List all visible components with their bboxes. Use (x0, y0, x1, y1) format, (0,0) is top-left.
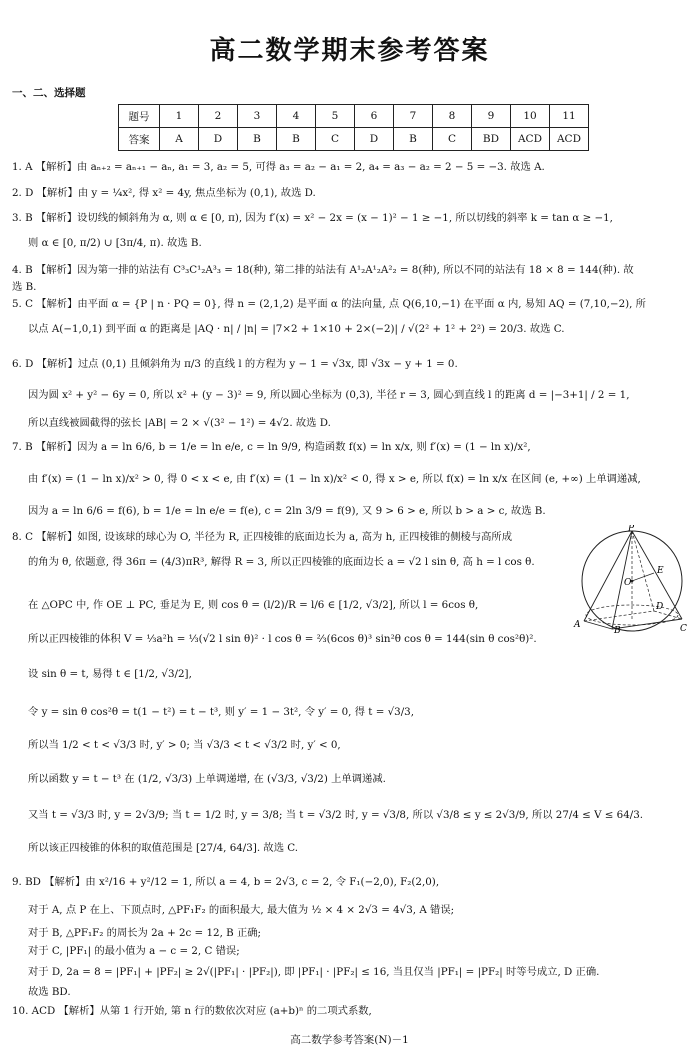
table-cell: ACD (550, 128, 589, 151)
solution-line: 对于 B, △PF₁F₂ 的周长为 2a + 2c = 12, B 正确; (28, 927, 262, 939)
table-cell: C (433, 128, 472, 151)
solution-line: 4. B 【解析】因为第一排的站法有 C³₃C¹₂A³₃ = 18(种), 第二排的站法有 A¹₂A¹₂A²₂ = 8(种), 所以不同的站法有 18 × 8 = 144(种). 故 (12, 264, 634, 276)
solution-line: 对于 C, |PF₁| 的最小值为 a − c = 2, C 错误; (28, 945, 240, 957)
solution-line: 对于 D, 2a = 8 = |PF₁| + |PF₂| ≥ 2√(|PF₁| · |PF₂|), 即 |PF₁| · |PF₂| ≤ 16, 当且仅当 |PF₁| = |PF₂| 时等号成立, D 正确. (28, 966, 600, 978)
table-cell: D (199, 128, 238, 151)
table-cell: B (238, 128, 277, 151)
table-cell: 7 (394, 105, 433, 128)
solution-line: 由 f′(x) = (1 − ln x)/x² > 0, 得 0 < x < e, 由 f′(x) = (1 − ln x)/x² < 0, 得 x > e, 所以 f(x) = ln x/x 在区间 (e, +∞) 上单调递减, (28, 473, 641, 485)
solution-line: 设 sin θ = t, 易得 t ∈ [1/2, √3/2], (28, 668, 192, 680)
solution-line: 9. BD 【解析】由 x²/16 + y²/12 = 1, 所以 a = 4, b = 2√3, c = 2, 令 F₁(−2,0), F₂(2,0), (12, 876, 440, 888)
point-label: E (657, 566, 664, 576)
point-label: O (624, 578, 632, 588)
solution-line: 8. C 【解析】如图, 设该球的球心为 O, 半径为 R, 正四棱锥的底面边长为 a, 高为 h, 正四棱锥的侧棱与高所成 (12, 531, 513, 543)
point-label: B (614, 626, 621, 635)
point-label: P (628, 525, 635, 534)
solution-line: 选 B. (12, 281, 37, 293)
table-cell: 6 (355, 105, 394, 128)
solution-line: 3. B 【解析】设切线的倾斜角为 α, 则 α ∈ [0, π), 因为 f′(x) = x² − 2x = (x − 1)² − 1 ≥ −1, 所以切线的斜率 k = tan α ≥ −1, (12, 212, 613, 224)
answer-table (118, 104, 589, 151)
solution-line: 令 y = sin θ cos²θ = t(1 − t²) = t − t³, 则 y′ = 1 − 3t², 令 y′ = 0, 得 t = √3/3, (28, 706, 414, 718)
section-heading: 一、二、选择题 (12, 87, 86, 99)
solution-line: 7. B 【解析】因为 a = ln 6/6, b = 1/e = ln e/e, c = ln 9/9, 构造函数 f(x) = ln x/x, 则 f′(x) = (1 − ln x)/x², (12, 441, 531, 453)
table-cell: 8 (433, 105, 472, 128)
point-label: A (574, 620, 581, 630)
solution-line: 所以直线被圆截得的弦长 |AB| = 2 × √(3² − 1²) = 4√2. 故选 D. (28, 417, 331, 429)
table-cell: ACD (511, 128, 550, 151)
table-cell: 11 (550, 105, 589, 128)
solution-line: 2. D 【解析】由 y = ¼x², 得 x² = 4y, 焦点坐标为 (0,1), 故选 D. (12, 187, 316, 199)
table-cell: BD (472, 128, 511, 151)
solution-line: 因为圆 x² + y² − 6y = 0, 所以 x² + (y − 3)² = 9, 所以圆心坐标为 (0,3), 半径 r = 3, 圆心到直线 l 的距离 d = |−3+1| / 2 = 1, (28, 389, 630, 401)
table-header-cell: 答案 (119, 128, 160, 151)
table-cell: 3 (238, 105, 277, 128)
solution-line: 又当 t = √3/3 时, y = 2√3/9; 当 t = 1/2 时, y = 3/8; 当 t = √3/2 时, y = √3/8, 所以 √3/8 ≤ y ≤ 2√3/9, 所以 27/4 ≤ V ≤ 64/3. (28, 809, 644, 821)
table-cell: 4 (277, 105, 316, 128)
solution-line: 所以正四棱锥的体积 V = ⅓a²h = ⅓(√2 l sin θ)² · l cos θ = ⅔(6cos θ)³ sin²θ cos θ = 144(sin θ cos²θ)². (28, 633, 537, 645)
solution-line: 以点 A(−1,0,1) 到平面 α 的距离是 |AQ · n| / |n| = |7×2 + 1×10 + 2×(−2)| / √(2² + 1² + 2²) = 20/3. 故选 C. (28, 323, 565, 335)
answer-table-number-row (119, 105, 589, 128)
table-cell: D (355, 128, 394, 151)
solution-line: 5. C 【解析】由平面 α = {P | n · PQ = 0}, 得 n = (2,1,2) 是平面 α 的法向量, 点 Q(6,10,−1) 在平面 α 内, 易知 AQ = (7,10,−2), 所 (12, 298, 646, 310)
solution-line: 所以当 1/2 < t < √3/3 时, y′ > 0; 当 √3/3 < t < √3/2 时, y′ < 0, (28, 739, 341, 751)
solution-line: 在 △OPC 中, 作 OE ⊥ PC, 垂足为 E, 则 cos θ = (l/2)/R = l/6 ∈ [1/2, √3/2], 所以 l = 6cos θ, (28, 599, 479, 611)
solution-line: 10. ACD 【解析】从第 1 行开始, 第 n 行的数依次对应 (a+b)ⁿ 的二项式系数, (12, 1005, 372, 1017)
point-label: D (656, 602, 664, 612)
solution-line: 故选 BD. (28, 986, 71, 998)
table-cell: 10 (511, 105, 550, 128)
solution-line: 1. A 【解析】由 aₙ₊₂ = aₙ₊₁ − aₙ, a₁ = 3, a₂ = 5, 可得 a₃ = a₂ − a₁ = 2, a₄ = a₃ − a₂ = 2 − 5 = −3. 故选 A. (12, 161, 545, 173)
solution-line: 对于 A, 点 P 在上、下顶点时, △PF₁F₂ 的面积最大, 最大值为 ½ × 4 × 2√3 = 4√3, A 错误; (28, 904, 455, 916)
solution-line: 则 α ∈ [0, π/2) ∪ [3π/4, π). 故选 B. (28, 237, 202, 249)
table-header-cell: 题号 (119, 105, 160, 128)
table-cell: 2 (199, 105, 238, 128)
point-label: C (680, 624, 687, 634)
table-cell: B (394, 128, 433, 151)
solution-line: 的角为 θ, 依题意, 得 36π = (4/3)πR³, 解得 R = 3, 所以正四棱锥的底面边长 a = √2 l sin θ, 高 h = l cos θ. (28, 556, 535, 568)
table-cell: 5 (316, 105, 355, 128)
page-title: 高二数学期末参考答案 (209, 36, 490, 66)
table-cell: A (160, 128, 199, 151)
table-cell: 9 (472, 105, 511, 128)
page-footer: 高二数学参考答案(N)－1 (290, 1034, 409, 1046)
answer-table-answer-row (119, 128, 589, 151)
solution-line: 6. D 【解析】过点 (0,1) 且倾斜角为 π/3 的直线 l 的方程为 y − 1 = √3x, 即 √3x − y + 1 = 0. (12, 358, 458, 370)
solution-line: 所以该正四棱锥的体积的取值范围是 [27/4, 64/3]. 故选 C. (28, 842, 299, 854)
table-cell: B (277, 128, 316, 151)
pyramid-in-sphere-figure (572, 525, 690, 635)
solution-line: 因为 a = ln 6/6 = f(6), b = 1/e = ln e/e = f(e), c = 2ln 3/9 = f(9), 又 9 > 6 > e, 所以 b > a > c, 故选 B. (28, 505, 546, 517)
table-cell: C (316, 128, 355, 151)
table-cell: 1 (160, 105, 199, 128)
solution-line: 所以函数 y = t − t³ 在 (1/2, √3/3) 上单调递增, 在 (√3/3, √3/2) 上单调递减. (28, 773, 386, 785)
